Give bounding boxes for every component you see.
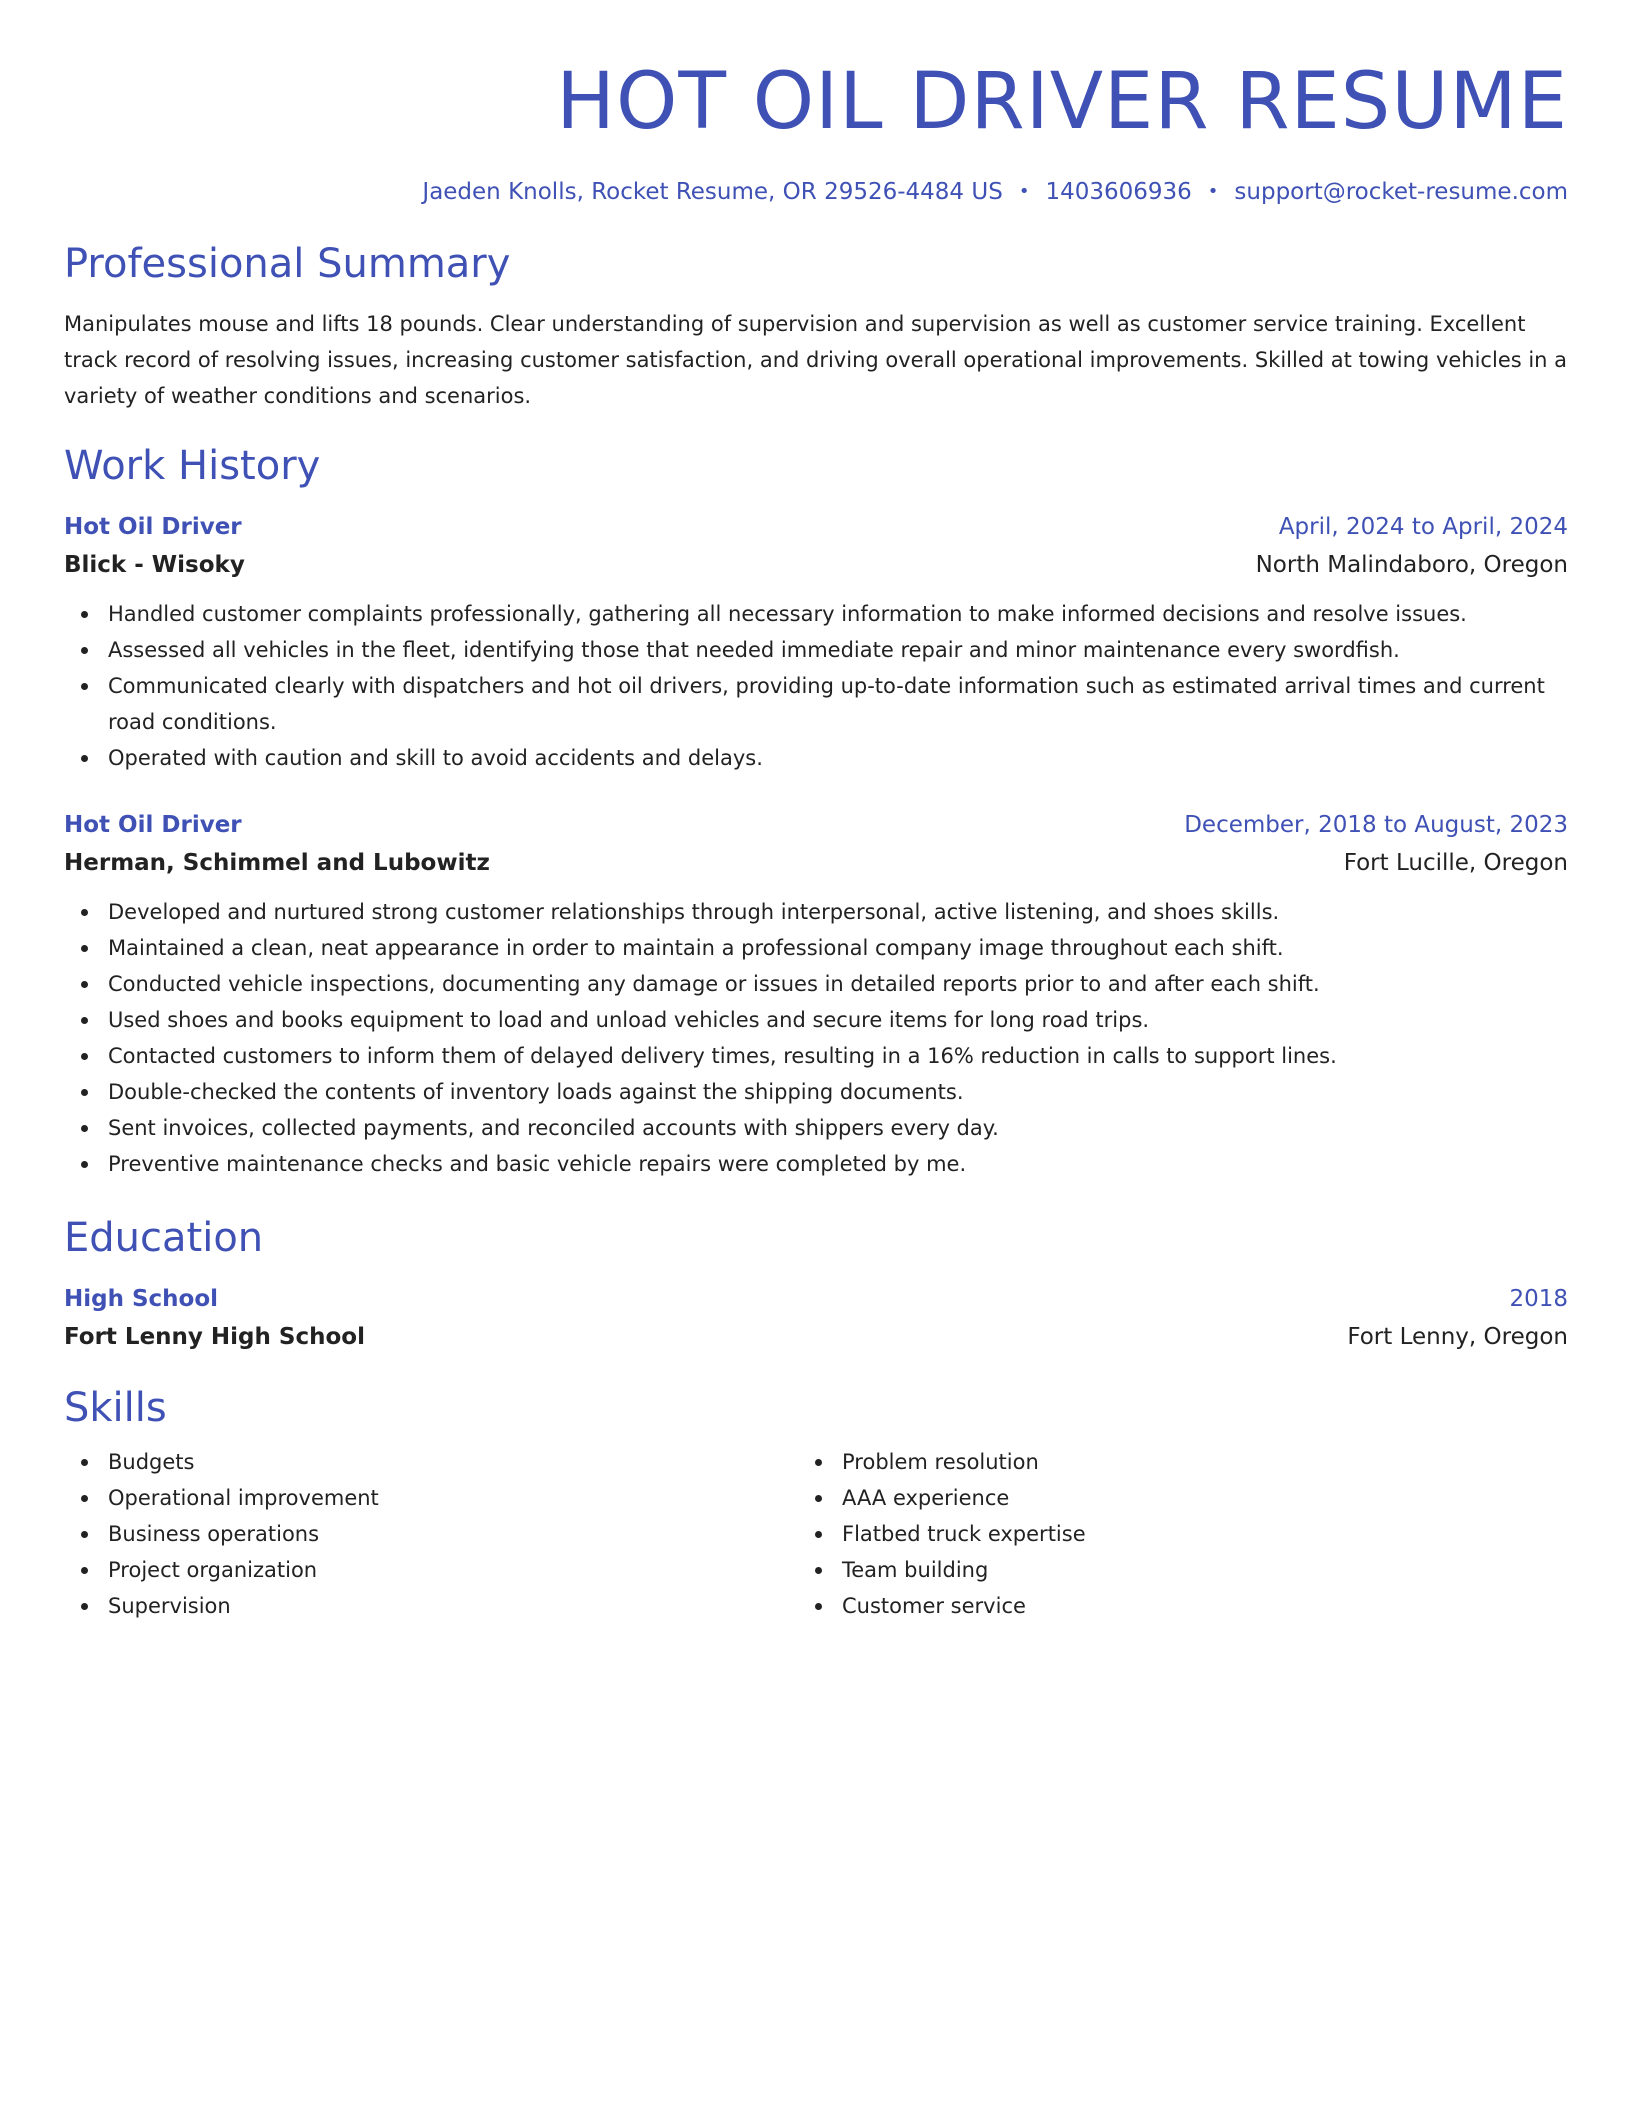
job-bullet: Contacted customers to inform them of delayed delivery times, resulting in a 16% reduction in calls to support lines. — [108, 1038, 1568, 1074]
skill-item: Supervision — [108, 1588, 798, 1624]
job-bullet: Assessed all vehicles in the fleet, identifying those that needed immediate repair and minor maintenance every swordfish. — [108, 632, 1568, 668]
education-school-row — [64, 1318, 1568, 1356]
contact-line — [64, 176, 1568, 208]
education-location: Fort Lenny, Oregon — [1347, 1324, 1568, 1350]
work-history-heading: Work History — [64, 443, 321, 489]
job-entry — [64, 806, 1568, 1182]
job-bullet-list — [64, 894, 1568, 1182]
education-entry — [64, 1280, 1568, 1356]
education-header-row — [64, 1280, 1568, 1318]
skills-columns — [64, 1444, 1568, 1624]
skills-list-left — [64, 1444, 798, 1624]
job-bullet: Double-checked the contents of inventory loads against the shipping documents. — [108, 1074, 1568, 1110]
education-year: 2018 — [1509, 1286, 1568, 1312]
job-bullet-list — [64, 596, 1568, 776]
job-header-row — [64, 508, 1568, 546]
contact-phone: 1403606936 — [1045, 179, 1192, 205]
resume-title: HOT OIL DRIVER RESUME — [556, 57, 1568, 147]
job-bullet: Used shoes and books equipment to load and unload vehicles and secure items for long road trips. — [108, 1002, 1568, 1038]
job-title: Hot Oil Driver — [64, 514, 242, 540]
job-dates: April, 2024 to April, 2024 — [1278, 514, 1568, 540]
skill-item: Business operations — [108, 1516, 798, 1552]
contact-separator: • — [1207, 181, 1219, 202]
job-company: Herman, Schimmel and Lubowitz — [64, 850, 490, 876]
skill-item: Project organization — [108, 1552, 798, 1588]
contact-separator: • — [1018, 181, 1030, 202]
job-location: Fort Lucille, Oregon — [1343, 850, 1568, 876]
education-degree: High School — [64, 1286, 219, 1312]
job-bullet: Preventive maintenance checks and basic vehicle repairs were completed by me. — [108, 1146, 1568, 1182]
skill-item: Operational improvement — [108, 1480, 798, 1516]
skill-item: Problem resolution — [842, 1444, 1086, 1480]
education-heading: Education — [64, 1215, 264, 1261]
job-bullet: Handled customer complaints professionally, gathering all necessary information to make informed decisions and resolve issues. — [108, 596, 1568, 632]
job-bullet: Maintained a clean, neat appearance in order to maintain a professional company image throughout each shift. — [108, 930, 1568, 966]
skills-list-right — [798, 1444, 1086, 1624]
skill-item: Customer service — [842, 1588, 1086, 1624]
education-school: Fort Lenny High School — [64, 1324, 365, 1350]
contact-email: support@rocket-resume.com — [1234, 179, 1568, 205]
job-bullet: Conducted vehicle inspections, documenting any damage or issues in detailed reports prior to and after each shift. — [108, 966, 1568, 1002]
job-entry — [64, 508, 1568, 776]
skill-item: AAA experience — [842, 1480, 1086, 1516]
job-bullet: Developed and nurtured strong customer relationships through interpersonal, active listening, and shoes skills. — [108, 894, 1568, 930]
job-bullet: Operated with caution and skill to avoid accidents and delays. — [108, 740, 1568, 776]
job-bullet: Communicated clearly with dispatchers and hot oil drivers, providing up-to-date information such as estimated arrival times and current road conditions. — [108, 668, 1568, 740]
job-bullet: Sent invoices, collected payments, and reconciled accounts with shippers every day. — [108, 1110, 1568, 1146]
skills-heading: Skills — [64, 1385, 167, 1431]
skill-item: Team building — [842, 1552, 1086, 1588]
job-title: Hot Oil Driver — [64, 812, 242, 838]
contact-address: Jaeden Knolls, Rocket Resume, OR 29526-4484 US — [422, 179, 1003, 205]
summary-heading: Professional Summary — [64, 241, 511, 287]
job-company-row — [64, 844, 1568, 882]
job-company-row — [64, 546, 1568, 584]
job-header-row — [64, 806, 1568, 844]
summary-text: Manipulates mouse and lifts 18 pounds. Clear understanding of supervision and supervision as well as customer service training. Excellent track record of resolving issues, increasing customer satisfaction, and driving overall operational improvements. Skilled at towing vehicles in a variety of weather conditions and scenarios. — [64, 312, 1568, 408]
job-dates: December, 2018 to August, 2023 — [1184, 812, 1568, 838]
job-company: Blick - Wisoky — [64, 552, 245, 578]
skill-item: Budgets — [108, 1444, 798, 1480]
skill-item: Flatbed truck expertise — [842, 1516, 1086, 1552]
job-location: North Malindaboro, Oregon — [1255, 552, 1568, 578]
